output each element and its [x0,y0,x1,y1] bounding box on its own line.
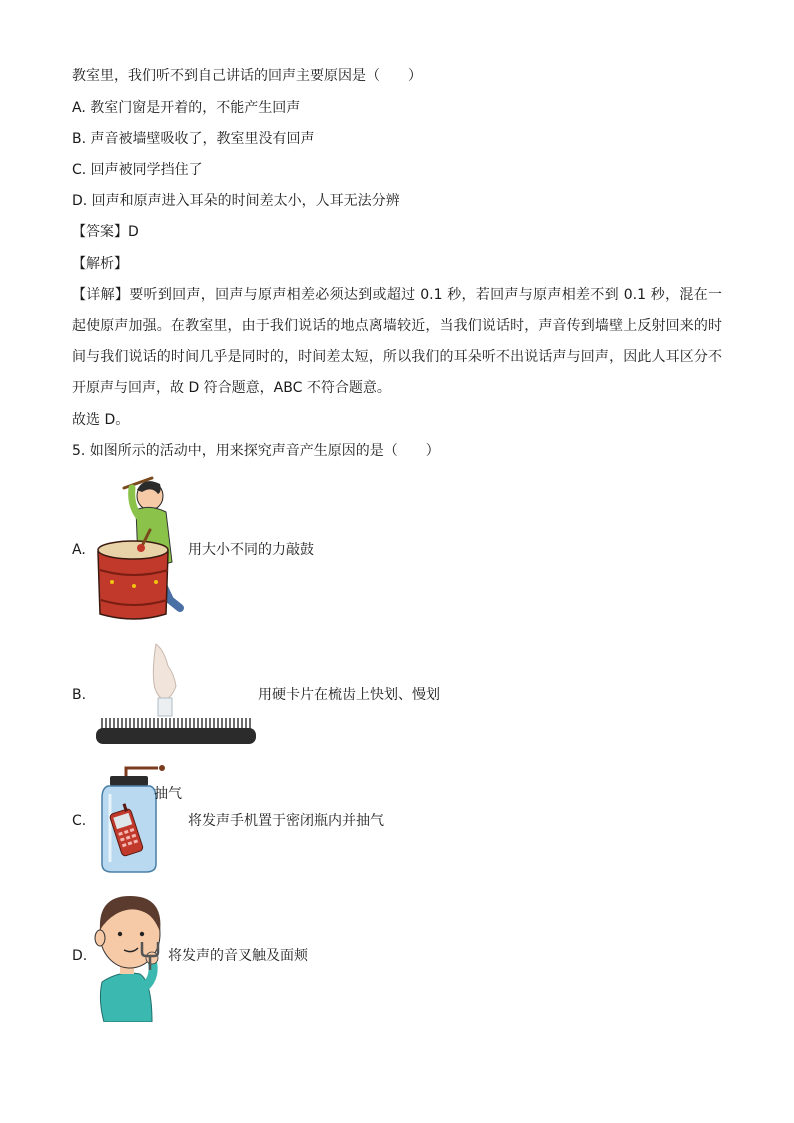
drum-figure [92,470,192,630]
option-a: A. 教室门窗是开着的，不能产生回声 [72,100,301,116]
option-d: D. 回声和原声进入耳朵的时间差太小，人耳无法分辨 [72,193,400,209]
phone-jar-figure [96,764,186,876]
conclusion: 故选 D。 [72,412,130,428]
analysis-label: 【解析】 [72,256,128,272]
option-c: C. 回声被同学挡住了 [72,162,203,178]
question-stem: 教室里，我们听不到自己讲话的回声主要原因是（ ） [72,68,422,84]
pump-label: 抽气 [154,786,182,802]
option-letter-a: A. [72,542,86,558]
detail-paragraph: 【详解】要听到回声，回声与原声相差必须达到或超过 0.1 秒，若回声与原声相差不到 0.1 秒，混在一起使原声加强。在教室里，由于我们说话的地点离墙较近，当我们说话时，声音传到墙壁上反射回来的时间与我们说话的时间几乎是同时的，时间差太短，所以我们的耳朵听不出说话声与回声，因此人耳区分不开原声与回声，故 D 符合题意，ABC 不符合题意。 [72,287,722,396]
question-stem-5: 5. 如图所示的活动中，用来探究声音产生原因的是（ ） [72,443,440,459]
option-text-c: 将发声手机置于密闭瓶内并抽气 [188,813,384,829]
option-letter-c: C. [72,813,87,829]
option-text-b: 用硬卡片在梳齿上快划、慢划 [258,687,440,703]
option-letter-d: D. [72,948,88,964]
option-text-a: 用大小不同的力敲鼓 [188,542,314,558]
option-text-d: 将发声的音叉触及面颊 [168,948,308,964]
option-letter-b: B. [72,687,87,703]
answer-label: 【答案】D [72,224,139,240]
comb-card-figure [94,642,258,748]
tuning-fork-figure [90,890,172,1022]
option-b: B. 声音被墙壁吸收了，教室里没有回声 [72,131,315,147]
